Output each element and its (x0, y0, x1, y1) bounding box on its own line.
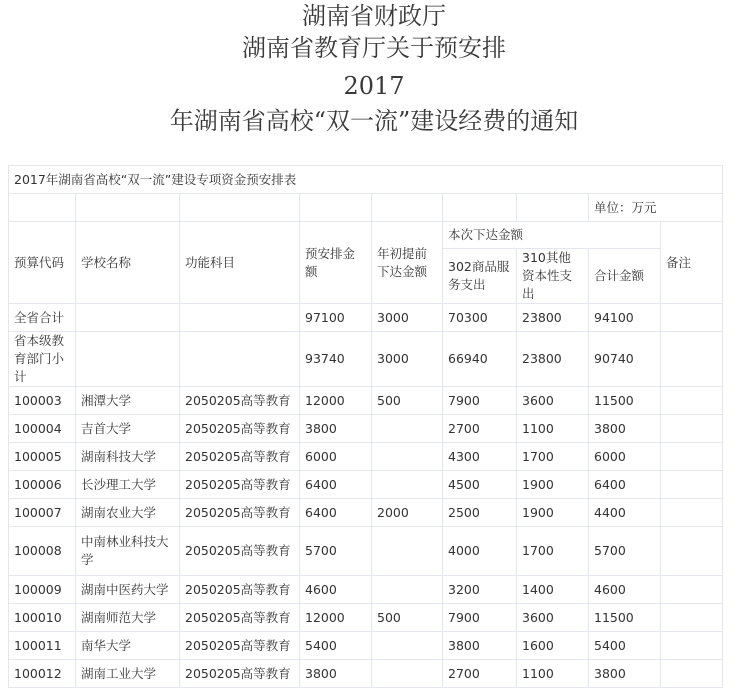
cell-advance: 500 (372, 604, 443, 632)
cell-school: 湘潭大学 (76, 387, 180, 415)
cell-subject: 2050205高等教育 (180, 499, 300, 527)
cell-code: 100012 (9, 660, 76, 688)
cell-code: 100008 (9, 527, 76, 576)
cell-remark (661, 332, 723, 387)
cell-total: 6400 (589, 471, 661, 499)
cell-capital: 3600 (517, 604, 589, 632)
cell-remark (661, 387, 723, 415)
cell-subject: 2050205高等教育 (180, 387, 300, 415)
cell-remark (661, 604, 723, 632)
cell-planned: 6000 (300, 443, 372, 471)
cell-goods: 70300 (443, 304, 517, 332)
cell-code: 全省合计 (9, 304, 76, 332)
cell-advance (372, 527, 443, 576)
cell-capital: 1900 (517, 471, 589, 499)
cell-goods: 2500 (443, 499, 517, 527)
cell-subject: 2050205高等教育 (180, 415, 300, 443)
cell-school: 中南林业科技大学 (76, 527, 180, 576)
cell-school (76, 304, 180, 332)
cell-goods: 4000 (443, 527, 517, 576)
cell-advance (372, 576, 443, 604)
cell-code: 100004 (9, 415, 76, 443)
cell-advance (372, 660, 443, 688)
header-remark: 备注 (661, 222, 723, 304)
cell-remark (661, 471, 723, 499)
cell-total: 5700 (589, 527, 661, 576)
cell-code: 省本级教育部门小计 (9, 332, 76, 387)
cell-code: 100003 (9, 387, 76, 415)
cell-capital: 1700 (517, 527, 589, 576)
cell-planned: 3800 (300, 660, 372, 688)
header-subject: 功能科目 (180, 222, 300, 304)
cell-school: 湖南工业大学 (76, 660, 180, 688)
table-row (9, 415, 723, 443)
cell-total: 3800 (589, 660, 661, 688)
cell-subject: 2050205高等教育 (180, 576, 300, 604)
cell-capital: 3600 (517, 387, 589, 415)
cell-capital: 1100 (517, 660, 589, 688)
cell-school: 吉首大学 (76, 415, 180, 443)
cell-code: 100009 (9, 576, 76, 604)
notice-title-line-3: 2017 (343, 72, 405, 100)
cell-goods: 7900 (443, 604, 517, 632)
cell-school: 南华大学 (76, 632, 180, 660)
cell-advance: 2000 (372, 499, 443, 527)
cell-goods: 3200 (443, 576, 517, 604)
cell-school: 湖南科技大学 (76, 443, 180, 471)
cell-capital: 1900 (517, 499, 589, 527)
header-row-1 (9, 222, 723, 249)
table-row (9, 604, 723, 632)
table-caption-row (9, 166, 723, 194)
cell-planned: 4600 (300, 576, 372, 604)
cell-subject: 2050205高等教育 (180, 604, 300, 632)
table-row (9, 332, 723, 387)
cell-remark (661, 415, 723, 443)
header-goods: 302商品服务支出 (443, 249, 517, 304)
cell-planned: 5400 (300, 632, 372, 660)
cell-total: 6000 (589, 443, 661, 471)
header-capital: 310其他资本性支出 (517, 249, 589, 304)
table-row (9, 387, 723, 415)
cell-school: 湖南中医药大学 (76, 576, 180, 604)
cell-remark (661, 632, 723, 660)
cell-total: 4600 (589, 576, 661, 604)
header-total: 合计金额 (589, 249, 661, 304)
cell-subject (180, 304, 300, 332)
cell-planned: 3800 (300, 415, 372, 443)
cell-school: 湖南农业大学 (76, 499, 180, 527)
cell-planned: 12000 (300, 604, 372, 632)
cell-code: 100006 (9, 471, 76, 499)
table-row (9, 527, 723, 576)
cell-advance (372, 632, 443, 660)
table-row (9, 304, 723, 332)
cell-planned: 5700 (300, 527, 372, 576)
cell-school: 湖南师范大学 (76, 604, 180, 632)
header-advance: 年初提前下达金额 (372, 222, 443, 304)
cell-total: 4400 (589, 499, 661, 527)
cell-remark (661, 499, 723, 527)
notice-title-line-1: 湖南省财政厅 (302, 2, 446, 30)
cell-goods: 2700 (443, 660, 517, 688)
cell-total: 11500 (589, 604, 661, 632)
notice-title-line-2: 湖南省教育厅关于预安排 (242, 34, 506, 62)
cell-total: 94100 (589, 304, 661, 332)
unit-row (9, 194, 723, 222)
cell-capital: 1400 (517, 576, 589, 604)
cell-capital: 23800 (517, 304, 589, 332)
header-planned: 预安排金额 (300, 222, 372, 304)
table-row (9, 471, 723, 499)
cell-capital: 23800 (517, 332, 589, 387)
cell-advance: 3000 (372, 332, 443, 387)
cell-planned: 6400 (300, 471, 372, 499)
header-current-group: 本次下达金额 (443, 222, 661, 249)
table-caption: 2017年湖南省高校“双一流”建设专项资金预安排表 (9, 166, 723, 194)
cell-advance (372, 415, 443, 443)
cell-subject: 2050205高等教育 (180, 632, 300, 660)
cell-code: 100010 (9, 604, 76, 632)
table-row (9, 443, 723, 471)
table-row (9, 660, 723, 688)
cell-goods: 66940 (443, 332, 517, 387)
cell-remark (661, 443, 723, 471)
cell-capital: 1600 (517, 632, 589, 660)
cell-subject: 2050205高等教育 (180, 660, 300, 688)
cell-capital: 1100 (517, 415, 589, 443)
cell-advance: 3000 (372, 304, 443, 332)
cell-total: 5400 (589, 632, 661, 660)
cell-goods: 4300 (443, 443, 517, 471)
cell-advance: 500 (372, 387, 443, 415)
cell-school (76, 332, 180, 387)
cell-goods: 2700 (443, 415, 517, 443)
allocation-table (8, 165, 723, 688)
cell-total: 3800 (589, 415, 661, 443)
cell-advance (372, 471, 443, 499)
cell-remark (661, 527, 723, 576)
cell-subject: 2050205高等教育 (180, 527, 300, 576)
notice-title-line-4: 年湖南省高校“双一流”建设经费的通知 (169, 107, 579, 135)
cell-school: 长沙理工大学 (76, 471, 180, 499)
cell-capital: 1700 (517, 443, 589, 471)
header-school: 学校名称 (76, 222, 180, 304)
table-row (9, 576, 723, 604)
unit-label: 单位：万元 (589, 194, 723, 222)
cell-planned: 12000 (300, 387, 372, 415)
cell-remark (661, 304, 723, 332)
cell-subject (180, 332, 300, 387)
table-row (9, 632, 723, 660)
cell-goods: 4500 (443, 471, 517, 499)
cell-remark (661, 660, 723, 688)
cell-code: 100011 (9, 632, 76, 660)
header-code: 预算代码 (9, 222, 76, 304)
cell-remark (661, 576, 723, 604)
cell-code: 100007 (9, 499, 76, 527)
table-row (9, 499, 723, 527)
cell-advance (372, 443, 443, 471)
cell-goods: 7900 (443, 387, 517, 415)
cell-total: 11500 (589, 387, 661, 415)
cell-planned: 93740 (300, 332, 372, 387)
cell-planned: 97100 (300, 304, 372, 332)
cell-subject: 2050205高等教育 (180, 443, 300, 471)
cell-planned: 6400 (300, 499, 372, 527)
cell-total: 90740 (589, 332, 661, 387)
cell-subject: 2050205高等教育 (180, 471, 300, 499)
cell-code: 100005 (9, 443, 76, 471)
cell-goods: 3800 (443, 632, 517, 660)
